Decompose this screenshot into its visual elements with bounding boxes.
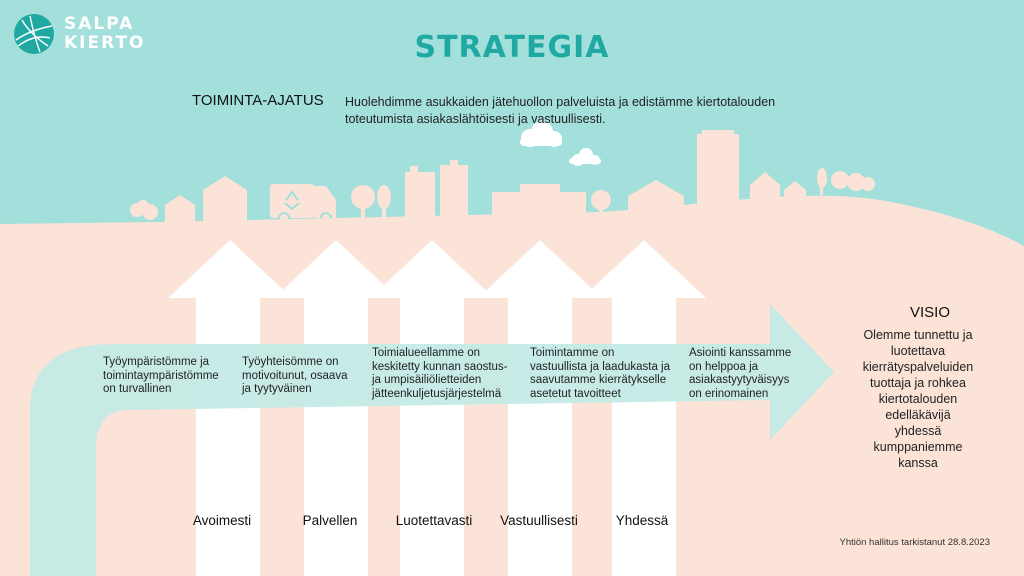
logo-line-1: SALPA: [64, 14, 135, 34]
goal-line: on turvallinen: [103, 383, 172, 395]
vision-line: luotettava: [890, 344, 946, 358]
value-label-palvellen: Palvellen: [302, 513, 358, 528]
goal-line: toimintaympäristömme: [103, 369, 219, 382]
logo-line-2: KIERTO: [64, 33, 146, 53]
goal-line: Toimialueellamme on: [372, 347, 481, 359]
goal-line: ja umpisäiliölietteiden: [372, 374, 482, 386]
value-label-vastuullisesti: Vastuullisesti: [500, 513, 578, 528]
goal-line: on erinomainen: [689, 387, 769, 400]
goal-line: ja tyytyväinen: [242, 383, 312, 395]
goal-text-4: [530, 347, 680, 401]
goal-line: on helppoa ja: [689, 360, 759, 373]
value-label-avoimesti: Avoimesti: [192, 513, 252, 528]
goal-line: asetetut tavoitteet: [530, 387, 621, 400]
vision-label: VISIO: [910, 304, 951, 321]
mission-label: TOIMINTA-AJATUS: [192, 92, 324, 109]
vision-line: yhdessä: [894, 424, 942, 438]
value-label-yhdessa: Yhdessä: [615, 513, 669, 528]
page-title: STRATEGIA: [414, 30, 610, 65]
goal-line: asiakastyytyväisyys: [689, 374, 790, 386]
goal-text-5: [689, 347, 819, 401]
goal-line: motivoitunut, osaava: [242, 369, 348, 382]
vision-line: edelläkävijä: [885, 408, 951, 422]
vision-line: kierrätyspalveluiden: [862, 360, 974, 374]
vision-line: kanssa: [898, 456, 938, 470]
goal-text-2: [242, 356, 372, 397]
goal-line: Työyhteisömme on: [242, 356, 339, 368]
goal-text-1: [103, 356, 233, 397]
goal-line: Toimintamme on: [530, 347, 615, 359]
goal-line: Työympäristömme ja: [103, 356, 210, 368]
goal-line: vastuullista ja laadukasta ja: [530, 360, 670, 373]
footnote: Yhtiön hallitus tarkistanut 28.8.2023: [839, 537, 990, 548]
goal-text-3: [372, 347, 522, 401]
vision-text: [858, 327, 978, 471]
vision-line: Olemme tunnettu ja: [863, 328, 973, 342]
value-label-luotettavasti: Luotettavasti: [395, 513, 473, 528]
vision-line: tuottaja ja rohkea: [870, 376, 966, 390]
vision-line: kumppaniemme: [873, 440, 963, 454]
goal-line: Asiointi kanssamme: [689, 347, 792, 359]
goal-line: keskitetty kunnan saostus-: [372, 360, 508, 373]
goal-line: saavutamme kierrätykselle: [530, 374, 667, 386]
mission-text: Huolehdimme asukkaiden jätehuollon palveluista ja edistämme kiertotalouden toteutumista asiakaslähtöisesti ja vastuullisesti.: [345, 95, 776, 126]
goal-line: jätteenkuljetusjärjestelmä: [372, 387, 502, 400]
vision-line: kiertotalouden: [878, 392, 958, 406]
